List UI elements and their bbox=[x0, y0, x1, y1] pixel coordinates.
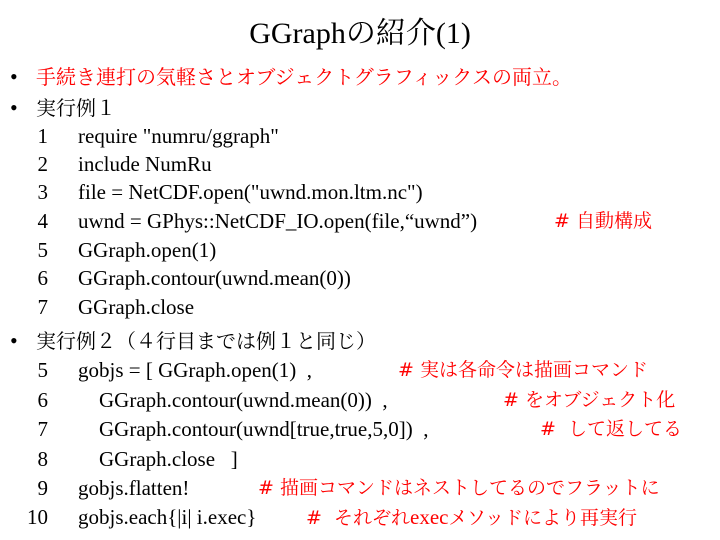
code-line bbox=[0, 356, 720, 384]
code-line bbox=[0, 122, 720, 150]
bullet-3 bbox=[10, 328, 376, 354]
code-line bbox=[0, 445, 720, 473]
bullet-2 bbox=[10, 95, 116, 121]
bullet-3-text: 実行例２（４行目までは例１と同じ） bbox=[36, 329, 376, 353]
code-comment: # 自動構成 bbox=[554, 210, 652, 232]
bullet-1-text: 手続き連打の気軽さとオブジェクトグラフィックスの両立。 bbox=[36, 65, 572, 89]
code-text: file = NetCDF.open("uwnd.mon.ltm.nc") bbox=[78, 180, 423, 204]
line-number: 6 bbox=[37, 266, 48, 290]
code-text: GGraph.close ] bbox=[78, 447, 238, 471]
code-comment: # 実は各命令は描画コマンド bbox=[398, 359, 648, 381]
comment-exec: exec bbox=[410, 505, 449, 529]
code-text: GGraph.contour(uwnd.mean(0)) bbox=[78, 266, 351, 290]
bullet-dot: • bbox=[10, 95, 18, 120]
line-number: 10 bbox=[27, 505, 48, 529]
code-text: GGraph.open(1) bbox=[78, 238, 217, 262]
code-comment: # して返してる bbox=[540, 418, 682, 440]
code-line bbox=[0, 178, 720, 206]
code-line bbox=[0, 474, 720, 502]
line-number: 7 bbox=[37, 295, 48, 319]
code-line bbox=[0, 264, 720, 292]
line-number: 3 bbox=[37, 180, 48, 204]
code-line bbox=[0, 293, 720, 321]
line-number: 1 bbox=[37, 124, 48, 148]
code-text: gobjs.flatten! bbox=[78, 476, 190, 500]
bullet-2-text: 実行例１ bbox=[36, 96, 116, 120]
bullet-dot: • bbox=[10, 328, 18, 353]
slide-title: GGraphの紹介(1) bbox=[249, 17, 471, 50]
line-number: 7 bbox=[37, 417, 48, 441]
line-number: 9 bbox=[37, 476, 48, 500]
bullet-1 bbox=[10, 64, 572, 90]
bullet-dot: • bbox=[10, 64, 18, 89]
line-number: 8 bbox=[37, 447, 48, 471]
code-text: GGraph.close bbox=[78, 295, 195, 319]
code-line bbox=[0, 207, 720, 235]
line-number: 5 bbox=[37, 358, 48, 382]
line-number: 5 bbox=[37, 238, 48, 262]
code-line bbox=[0, 150, 720, 178]
code-line bbox=[0, 503, 720, 531]
code-text: gobjs.each{|i| i.exec} bbox=[78, 505, 257, 529]
code-line bbox=[0, 415, 720, 443]
code-comment bbox=[306, 503, 637, 532]
code-comment: # 描画コマンドはネストしてるのでフラットに bbox=[258, 477, 660, 499]
code-text: include NumRu bbox=[78, 152, 212, 176]
code-text: GGraph.contour(uwnd[true,true,5,0]) , bbox=[78, 417, 429, 441]
code-comment: # をオブジェクト化 bbox=[503, 389, 676, 411]
code-line bbox=[0, 236, 720, 264]
code-text: GGraph.contour(uwnd.mean(0)) , bbox=[78, 388, 388, 412]
line-number: 2 bbox=[37, 152, 48, 176]
line-number: 4 bbox=[37, 209, 48, 233]
code-text: uwnd = GPhys::NetCDF_IO.open(file,“uwnd”) bbox=[78, 209, 478, 233]
line-number: 6 bbox=[37, 388, 48, 412]
comment-prefix: # それぞれ bbox=[306, 507, 410, 529]
code-text: gobjs = [ GGraph.open(1) , bbox=[78, 358, 313, 382]
comment-suffix: メソッドにより再実行 bbox=[448, 507, 637, 529]
code-line bbox=[0, 386, 720, 414]
code-text: require "numru/ggraph" bbox=[78, 124, 279, 148]
